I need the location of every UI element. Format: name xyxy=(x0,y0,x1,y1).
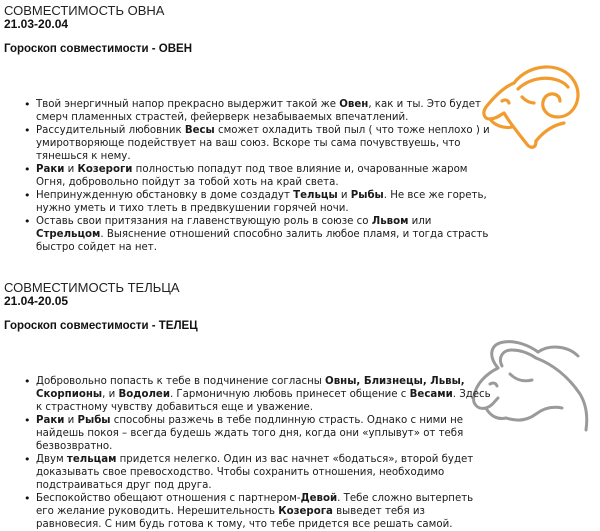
taurus-dates: 21.04-20.05 xyxy=(4,294,69,308)
list-item: • Беспокойство обещают отношения с партнером-Девой. Тебе сложно вытерпеть его желание руководить. Нерешительность Козерога выведет тебя из равновесия. С ним будь готова к тому, что тебе придется все решать самой. xyxy=(22,492,492,531)
list-item: • Раки и Рыбы способны разжечь в тебе подлинную страсть. Однако с ними не найдешь покоя – всегда будешь ждать того дня, когда они «уплывут» от тебя безвозвратно. xyxy=(22,414,492,453)
list-item: • Твой энергичный напор прекрасно выдержит такой же Овен, как и ты. Это будет смерч пламенных страстей, фейерверк незабываемых впечатлений. xyxy=(22,98,492,124)
aries-list xyxy=(22,98,492,254)
aries-dates: 21.03-20.04 xyxy=(4,17,69,31)
ram-icon xyxy=(474,53,596,157)
taurus-heading: Гороскоп совместимости - ТЕЛЕЦ xyxy=(4,320,198,332)
list-item: • Непринужденную обстановку в доме создадут Тельцы и Рыбы. Не все же гореть, нужно уметь и тихо тлеть в предвкушении горячей ночи. xyxy=(22,189,492,215)
list-item: • Добровольно попасть к тебе в подчинение согласны Овны, Близнецы, Львы, Скорпионы, и Водолеи. Гармоничную любовь принесет общение с Весами. Здесь к страстному чувству добавиться еще и уважение. xyxy=(22,375,492,414)
list-item: • Двум тельцам придется нелегко. Один из вас начнет «бодаться», второй будет доказывать свое превосходство. Чтобы сохранить отношения, необходимо подстраиваться друг под друга. xyxy=(22,453,492,492)
aries-title: СОВМЕСТИМОСТЬ ОВНА xyxy=(4,3,165,18)
list-item: • Раки и Козероги полностью попадут под твое влияние и, очарованные жаром Огня, добровольно пойдут за тобой хоть на край света. xyxy=(22,163,492,189)
taurus-list xyxy=(22,375,492,531)
taurus-title: СОВМЕСТИМОСТЬ ТЕЛЬЦА xyxy=(4,280,180,295)
list-item: • Оставь свои притязания на главенствующую роль в союзе со Львом или Стрельцом. Выяснение отношений способно залить любое пламя, и тогда страсть быстро сойдет на нет. xyxy=(22,215,492,254)
aries-heading: Гороскоп совместимости - ОВЕН xyxy=(4,43,192,55)
list-item: • Рассудительный любовник Весы сможет охладить твой пыл ( что тоже неплохо ) и умиротворяюще подействует на ваш союз. Вскоре ты сама почувствуешь, что тянешься к нему. xyxy=(22,124,492,163)
